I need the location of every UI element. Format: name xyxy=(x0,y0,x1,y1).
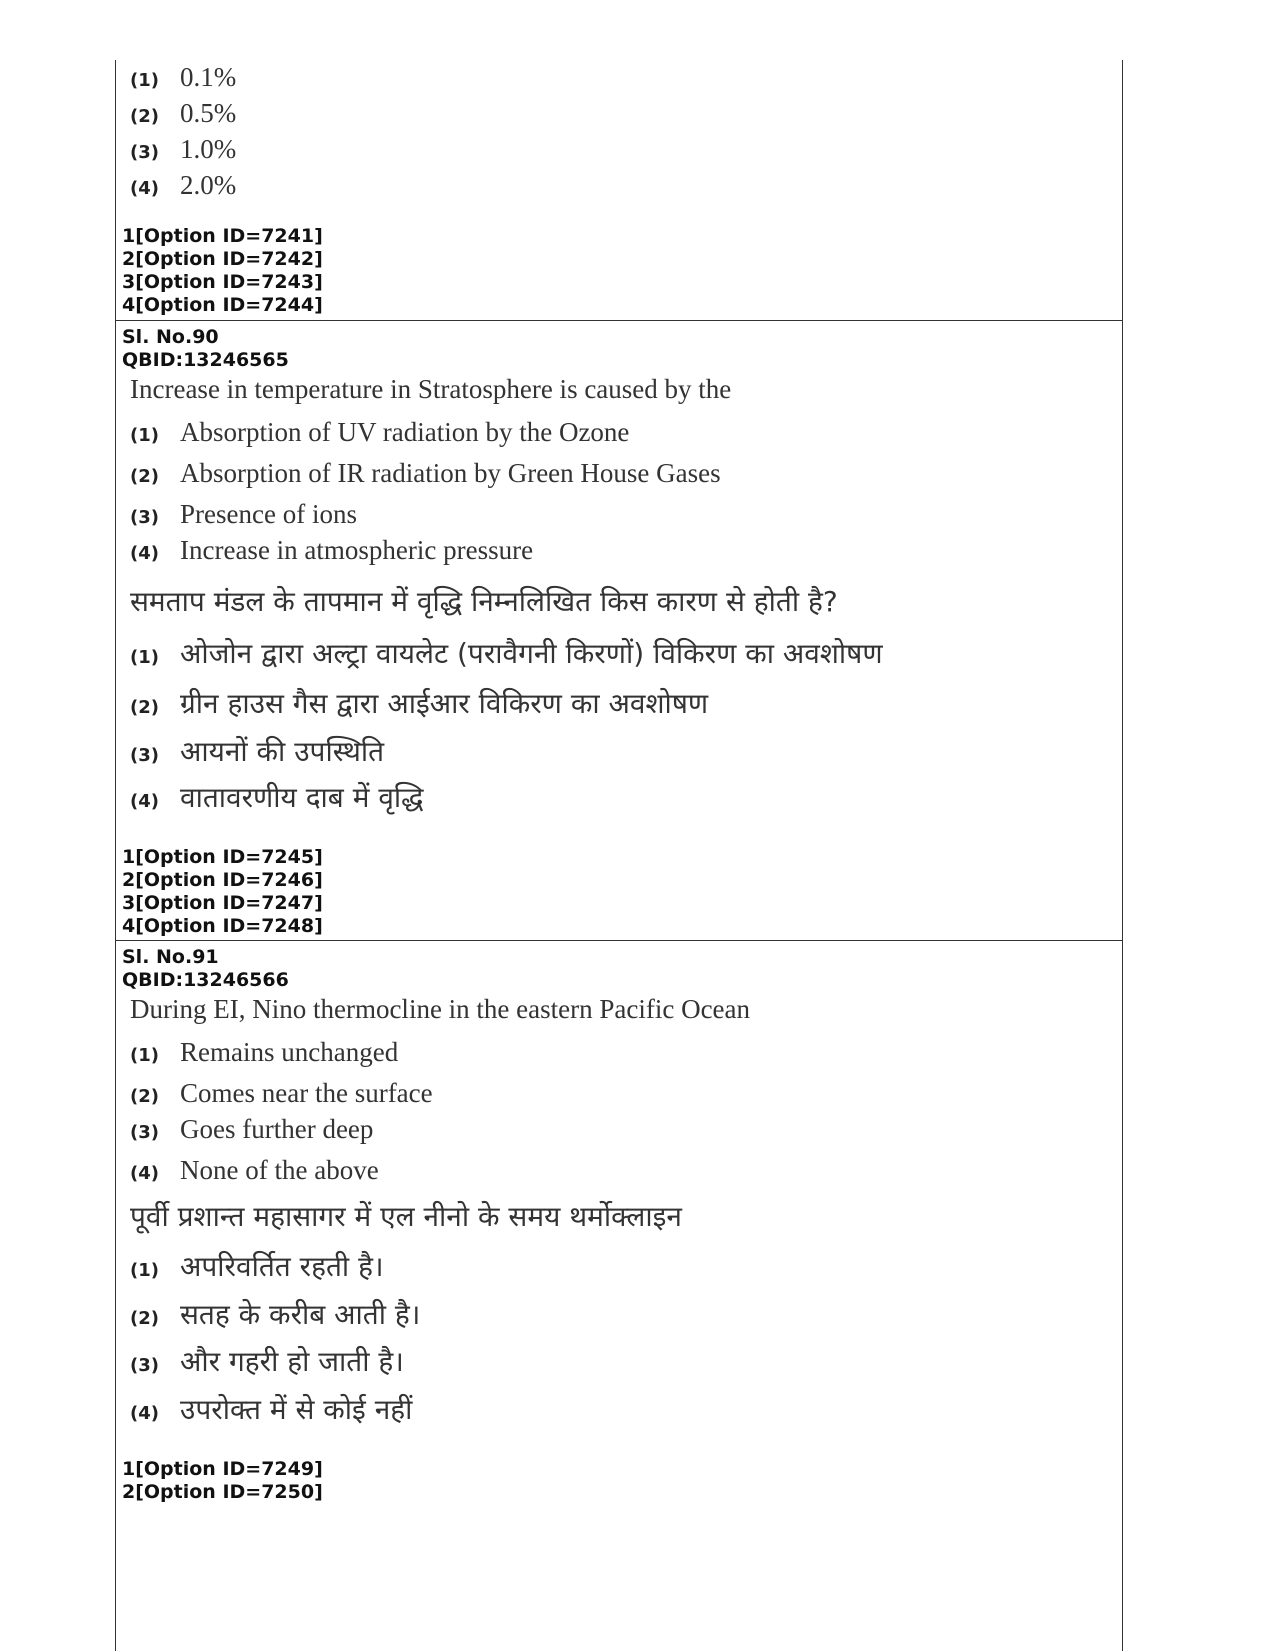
option-2-en xyxy=(130,458,721,489)
option-id: 3[Option ID=7247] xyxy=(122,892,323,914)
option-1-hi xyxy=(130,1247,384,1285)
question-text-en: During EI, Nino thermocline in the eastern Pacific Ocean xyxy=(130,994,751,1024)
question-divider xyxy=(116,940,1122,941)
option-number: (4) xyxy=(130,543,159,564)
option-text: None of the above xyxy=(180,1155,379,1185)
option-number: (2) xyxy=(130,697,159,718)
option-text: Absorption of IR radiation by Green House Gases xyxy=(180,458,721,488)
option-text: और गहरी हो जाती है। xyxy=(180,1345,404,1378)
option-text: अपरिवर्तित रहती है। xyxy=(180,1250,384,1283)
option-text: Increase in atmospheric pressure xyxy=(180,535,534,565)
option-number: (4) xyxy=(130,791,159,812)
option-number: (1) xyxy=(130,1260,159,1281)
option-number: (3) xyxy=(130,1355,159,1376)
option-3-en xyxy=(130,1114,373,1145)
option-2 xyxy=(130,98,236,129)
option-number: (4) xyxy=(130,1403,159,1424)
option-text: Presence of ions xyxy=(180,499,357,529)
option-id: 4[Option ID=7248] xyxy=(122,915,323,937)
option-text: Goes further deep xyxy=(180,1114,374,1144)
option-4 xyxy=(130,170,236,201)
question-text-hi: पूर्वी प्रशान्त महासागर में एल नीनो के समय थर्मोक्लाइन xyxy=(130,1200,682,1233)
option-4-hi xyxy=(130,1390,412,1428)
question-divider xyxy=(116,320,1122,321)
option-3-en xyxy=(130,499,357,530)
option-id: 1[Option ID=7249] xyxy=(122,1458,323,1480)
option-id: 2[Option ID=7246] xyxy=(122,869,323,891)
option-number: (1) xyxy=(130,1045,159,1066)
qbid: QBID:13246566 xyxy=(122,969,289,991)
option-2-en xyxy=(130,1078,433,1109)
question-meta xyxy=(122,946,289,992)
option-text: 0.5% xyxy=(180,98,237,128)
option-number: (1) xyxy=(130,425,159,446)
option-number: (3) xyxy=(130,142,159,163)
option-id: 4[Option ID=7244] xyxy=(122,294,323,316)
serial-number: Sl. No.90 xyxy=(122,326,219,348)
option-4-en xyxy=(130,1155,379,1186)
option-id: 2[Option ID=7242] xyxy=(122,248,323,270)
option-1-hi xyxy=(130,634,883,672)
option-1-en xyxy=(130,417,629,448)
option-id: 2[Option ID=7250] xyxy=(122,1481,323,1503)
option-id: 3[Option ID=7243] xyxy=(122,271,323,293)
option-number: (2) xyxy=(130,1086,159,1107)
option-text: उपरोक्त में से कोई नहीं xyxy=(180,1393,413,1426)
option-2-hi xyxy=(130,684,708,722)
question-text-en: Increase in temperature in Stratosphere is caused by the xyxy=(130,374,732,404)
option-id: 1[Option ID=7241] xyxy=(122,225,323,247)
option-number: (3) xyxy=(130,1122,159,1143)
option-2-hi xyxy=(130,1295,420,1333)
option-number: (1) xyxy=(130,647,159,668)
option-number: (3) xyxy=(130,507,159,528)
option-3-hi xyxy=(130,732,384,770)
option-number: (1) xyxy=(130,70,159,91)
option-1-en xyxy=(130,1037,398,1068)
option-text: Comes near the surface xyxy=(180,1078,433,1108)
option-3-hi xyxy=(130,1342,404,1380)
option-id: 1[Option ID=7245] xyxy=(122,846,323,868)
page-frame xyxy=(115,60,1123,1651)
option-text: 2.0% xyxy=(180,170,237,200)
option-text: आयनों की उपस्थिति xyxy=(180,735,385,768)
option-4-hi xyxy=(130,778,424,816)
option-id-list xyxy=(122,225,323,317)
option-number: (4) xyxy=(130,178,159,199)
option-text: वातावरणीय दाब में वृद्धि xyxy=(180,781,424,814)
question-text-hi: समताप मंडल के तापमान में वृद्धि निम्नलिखित किस कारण से होती है? xyxy=(130,585,838,618)
option-number: (2) xyxy=(130,1308,159,1329)
option-1 xyxy=(130,62,236,93)
option-3 xyxy=(130,134,236,165)
option-number: (2) xyxy=(130,106,159,127)
option-id-list xyxy=(122,1458,323,1504)
option-text: 0.1% xyxy=(180,62,237,92)
option-text: Remains unchanged xyxy=(180,1037,399,1067)
option-text: ग्रीन हाउस गैस द्वारा आईआर विकिरण का अवशोषण xyxy=(180,687,709,720)
option-id-list xyxy=(122,846,323,938)
option-text: Absorption of UV radiation by the Ozone xyxy=(180,417,630,447)
serial-number: Sl. No.91 xyxy=(122,946,219,968)
question-meta xyxy=(122,326,289,372)
qbid: QBID:13246565 xyxy=(122,349,289,371)
option-number: (2) xyxy=(130,466,159,487)
option-text: सतह के करीब आती है। xyxy=(180,1298,421,1331)
option-4-en xyxy=(130,535,533,566)
option-text: ओजोन द्वारा अल्ट्रा वायलेट (परावैगनी किरणों) विकिरण का अवशोषण xyxy=(180,637,883,670)
option-text: 1.0% xyxy=(180,134,237,164)
option-number: (4) xyxy=(130,1163,159,1184)
option-number: (3) xyxy=(130,745,159,766)
